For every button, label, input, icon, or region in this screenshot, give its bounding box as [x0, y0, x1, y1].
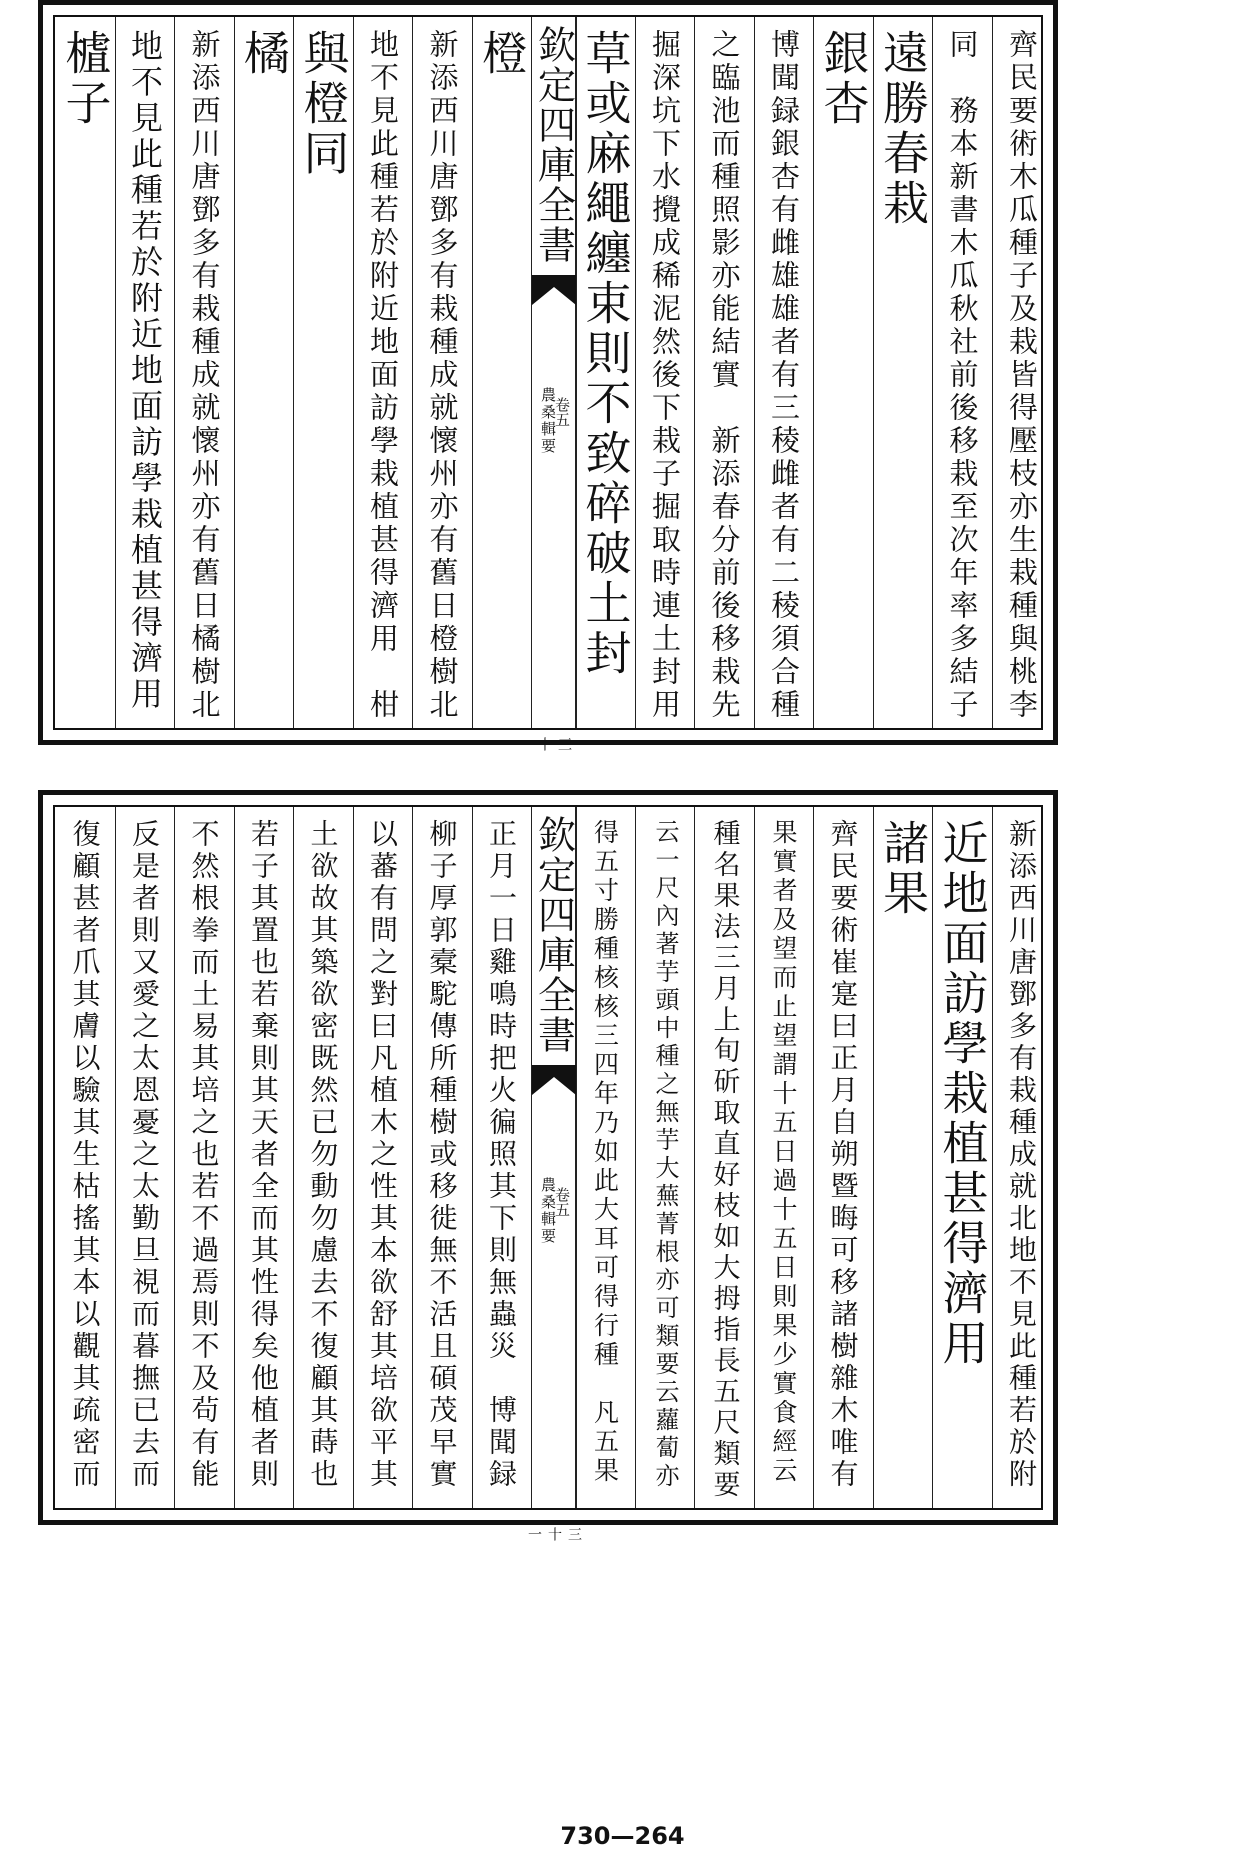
top-page-body	[53, 15, 1043, 751]
text-column	[932, 807, 992, 1508]
text-column	[234, 807, 294, 1508]
column-text: 種名果法三月上旬斫取直好枝如大拇指長五尺類要	[708, 819, 740, 1501]
text-column	[754, 807, 814, 1508]
column-text: 新添西川唐鄧多有栽種成就懷州亦有舊日橘樹北	[187, 29, 222, 722]
column-text: 遠勝春栽	[876, 29, 930, 229]
text-column	[174, 17, 234, 728]
page-footer-number: 730—264	[560, 1822, 685, 1850]
text-column	[472, 17, 532, 728]
text-column	[932, 17, 992, 728]
column-text: 土欲故其築欲密既然已勿動勿慮去不復顧其蒔也	[306, 819, 340, 1491]
text-column	[115, 17, 175, 728]
text-column	[55, 17, 115, 728]
top-page	[38, 0, 1058, 751]
text-column	[813, 807, 873, 1508]
text-column	[115, 807, 175, 1508]
text-column	[992, 17, 1052, 728]
center-book-name: 農桑輯要	[539, 387, 557, 455]
center-margin-strip	[526, 807, 582, 1541]
column-text: 齊民要術木瓜種子及栽皆得壓枝亦生栽種與桃李	[1005, 29, 1039, 722]
text-column	[472, 807, 532, 1508]
column-text: 近地面訪學栽植甚得濟用	[935, 819, 990, 1369]
text-column	[635, 17, 695, 728]
center-page-number: 三十一	[526, 1527, 582, 1541]
column-text: 柳子厚郭槖駝傳所種樹或移徙無不活且碩茂早實	[425, 819, 459, 1491]
text-column	[754, 17, 814, 728]
column-text: 樝子	[58, 29, 113, 129]
column-text: 橙	[475, 29, 529, 79]
column-text: 齊民要術崔寔曰正月自朔暨晦可移諸樹雜木唯有	[826, 819, 860, 1491]
column-text: 地不見此種若於附近地面訪學栽植甚得濟用 柑	[366, 29, 400, 722]
column-text: 同 務本新書木瓜秋社前後移栽至次年率多結子	[945, 29, 980, 722]
column-text: 橘	[237, 29, 291, 79]
column-text: 諸果	[876, 819, 930, 919]
column-text: 若子其置也若棄則其天者全而其性得矣他植者則	[247, 819, 280, 1491]
center-juan: 卷五	[553, 1187, 571, 1217]
text-column	[353, 807, 413, 1508]
column-text: 掘深坑下水攪成稀泥然後下栽子掘取時連土封用	[648, 29, 682, 722]
text-column	[575, 17, 635, 728]
column-text: 以蕃有問之對曰凡植木之性其本欲舒其培欲平其	[366, 819, 399, 1491]
text-column	[55, 807, 115, 1508]
center-page-number: 三十	[536, 737, 572, 751]
center-title: 欽定四庫全書	[531, 815, 576, 1055]
column-text: 銀杏	[816, 29, 871, 129]
center-margin-strip	[531, 17, 577, 751]
text-column	[293, 807, 353, 1508]
column-text: 正月一日雞鳴時把火徧照其下則無蟲災 博聞録	[485, 819, 518, 1491]
text-column	[694, 807, 754, 1508]
text-column	[353, 17, 413, 728]
column-text: 博聞録銀杏有雌雄雄者有三稜雌者有二稜須合種	[767, 29, 801, 722]
bottom-page-body	[53, 805, 1043, 1541]
bottom-page	[38, 790, 1058, 1541]
fish-tail-ornament	[532, 1065, 576, 1095]
text-column	[234, 17, 294, 728]
column-text: 地不見此種若於附近地面訪學栽植甚得濟用	[126, 29, 164, 713]
text-column	[635, 807, 695, 1508]
column-text: 得五寸勝種核核三四年乃如此大耳可得行種 凡五果	[590, 819, 620, 1486]
text-column	[412, 17, 472, 728]
text-column	[992, 807, 1052, 1508]
text-column	[412, 807, 472, 1508]
fish-tail-ornament	[532, 275, 576, 305]
center-book-name: 農桑輯要	[539, 1177, 557, 1245]
column-text: 新添西川唐鄧多有栽種成就北地不見此種若於附	[1005, 819, 1038, 1491]
column-text: 與橙同	[296, 29, 351, 179]
column-text: 果實者及望而止望謂十五日過十五日則果少實食經云	[769, 819, 798, 1486]
column-text: 不然根拳而土易其培之也若不過焉則不及茍有能	[187, 819, 221, 1491]
column-text: 復顧甚者爪其膚以驗其生枯搖其本以觀其疏密而	[68, 819, 102, 1491]
column-text: 草或麻繩纏束則不致碎破土封	[578, 29, 633, 679]
column-text: 云一尺內著芋頭中種之無芋大蕪菁根亦可類要云蘿蔔亦	[651, 819, 679, 1491]
column-text: 新添西川唐鄧多有栽種成就懷州亦有舊日橙樹北	[425, 29, 460, 722]
text-column	[575, 807, 635, 1508]
text-column	[293, 17, 353, 728]
text-column	[873, 17, 933, 728]
text-column	[813, 17, 873, 728]
text-column	[174, 807, 234, 1508]
text-column	[873, 807, 933, 1508]
center-title: 欽定四庫全書	[531, 25, 576, 265]
column-text: 之臨池而種照影亦能結實 新添春分前後移栽先	[707, 29, 742, 722]
center-juan: 卷五	[553, 397, 571, 427]
text-column	[694, 17, 754, 728]
column-text: 反是者則又愛之太恩憂之太勤旦視而暮撫已去而	[128, 819, 161, 1491]
